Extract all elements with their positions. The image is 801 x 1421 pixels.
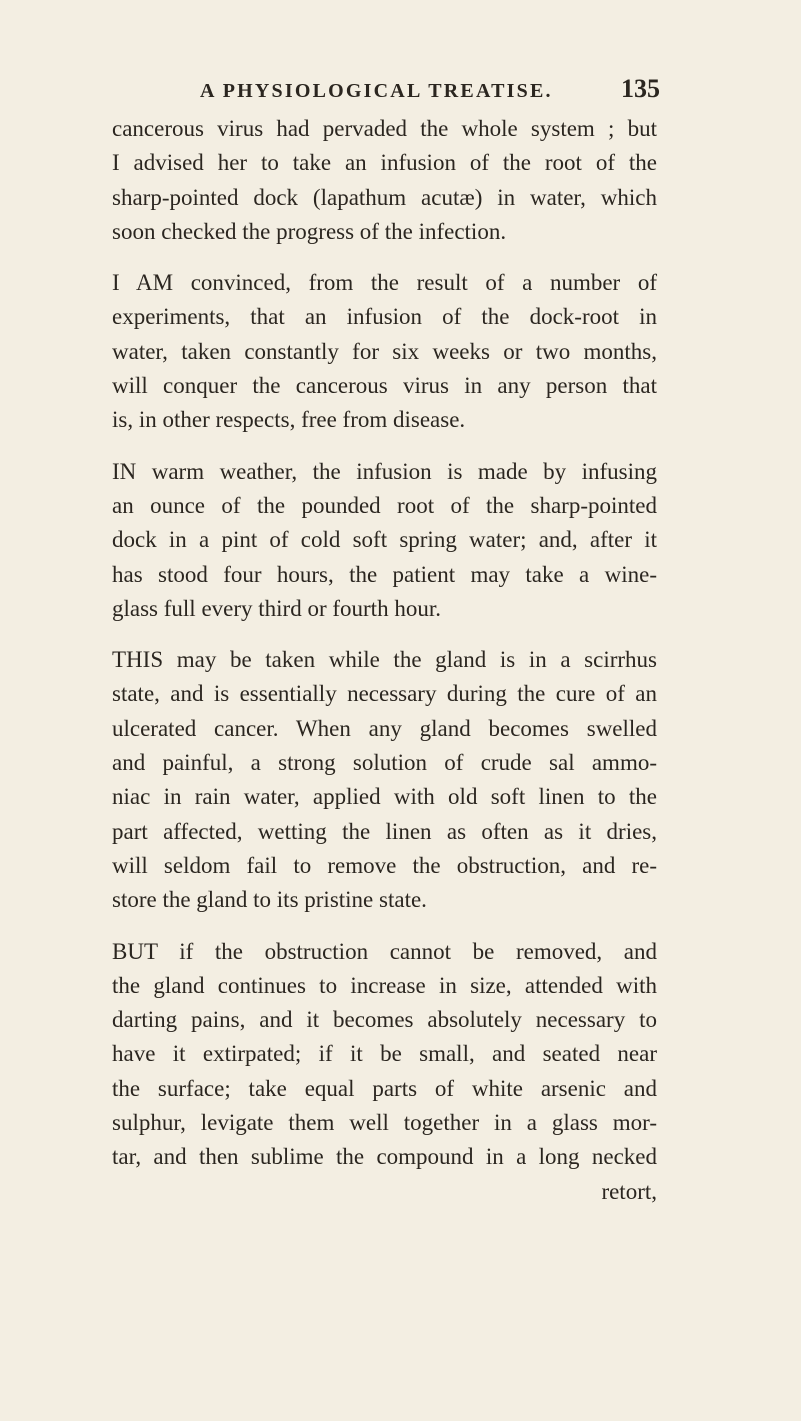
text-line: soon checked the progress of the infection. <box>112 218 507 244</box>
catchword: retort, <box>601 1178 657 1204</box>
text-line: niac in rain water, applied with old soft linen to the <box>112 784 657 810</box>
text-line: darting pains, and it becomes absolutely necessary to <box>112 1007 657 1033</box>
text-line: sharp-pointed dock (lapathum acutæ) in water, which <box>112 184 657 210</box>
text-line: experiments, that an infusion of the dock-root in <box>112 304 657 330</box>
body-text <box>112 112 657 1209</box>
text-line: part affected, wetting the linen as often as it dries, <box>112 818 657 844</box>
text-line: state, and is essentially necessary during the cure of an <box>112 681 657 707</box>
text-line: IN warm weather, the infusion is made by infusing <box>112 458 657 484</box>
text-line: I AM convinced, from the result of a number of <box>112 270 657 296</box>
text-line: has stood four hours, the patient may take a wine- <box>112 561 657 587</box>
paragraph <box>112 455 657 626</box>
text-line: I advised her to take an infusion of the root of the <box>112 150 657 176</box>
page-number: 135 <box>621 74 660 103</box>
paragraph <box>112 112 657 249</box>
text-line: dock in a pint of cold soft spring water; and, after it <box>112 527 657 553</box>
text-line: tar, and then sublime the compound in a long necked <box>112 1144 657 1170</box>
text-line: store the gland to its pristine state. <box>112 887 427 913</box>
text-line: is, in other respects, free from disease. <box>112 407 466 433</box>
text-line: and painful, a strong solution of crude sal ammo- <box>112 750 657 776</box>
text-line: the surface; take equal parts of white arsenic and <box>112 1075 657 1101</box>
text-line: cancerous virus had pervaded the whole system ; but <box>112 116 657 141</box>
paragraph <box>112 643 657 917</box>
text-line: glass full every third or fourth hour. <box>112 595 441 621</box>
text-line: will conquer the cancerous virus in any person that <box>112 373 657 399</box>
text-line: BUT if the obstruction cannot be removed, and <box>112 938 657 964</box>
text-line: water, taken constantly for six weeks or two months, <box>112 338 657 364</box>
paragraph <box>112 935 657 1209</box>
text-line: the gland continues to increase in size, attended with <box>112 972 657 998</box>
text-line: THIS may be taken while the gland is in a scirrhus <box>112 647 657 673</box>
running-head: A PHYSIOLOGICAL TREATISE. <box>200 80 553 102</box>
paragraph <box>112 266 657 437</box>
text-line: will seldom fail to remove the obstruction, and re- <box>112 852 657 878</box>
text-line: have it extirpated; if it be small, and seated near <box>112 1041 657 1067</box>
text-line: sulphur, levigate them well together in a glass mor- <box>112 1110 657 1136</box>
text-line: an ounce of the pounded root of the sharp-pointed <box>112 492 657 518</box>
text-line: ulcerated cancer. When any gland becomes swelled <box>112 715 657 741</box>
page-header <box>200 74 660 108</box>
